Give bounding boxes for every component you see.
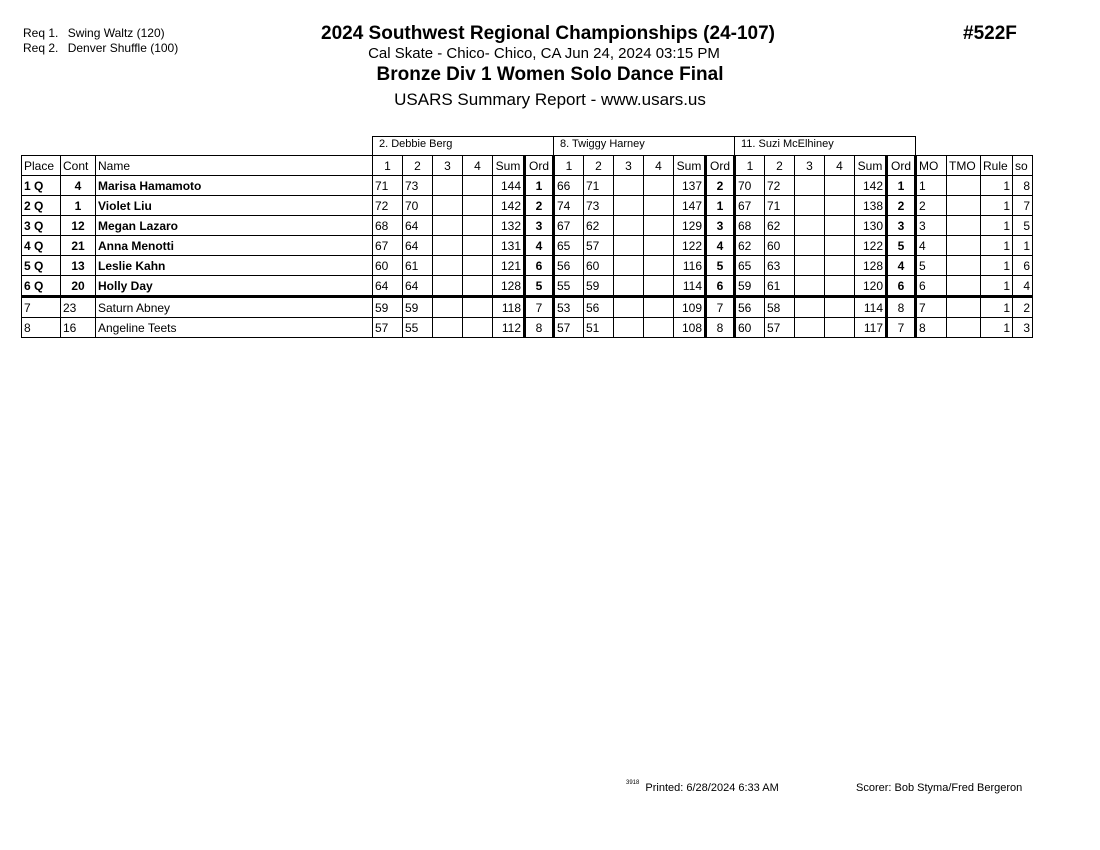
rule-cell: 1	[981, 216, 1013, 236]
sum-cell: 117	[855, 318, 887, 338]
col-so: so	[1013, 156, 1033, 176]
ord-cell: 2	[525, 196, 554, 216]
score-cell: 64	[403, 216, 433, 236]
score-cell	[644, 236, 674, 256]
report-title: USARS Summary Report - www.usars.us	[394, 90, 706, 109]
place-cell: 1 Q	[22, 176, 61, 196]
so-cell: 5	[1013, 216, 1033, 236]
column-header-row	[22, 156, 1033, 176]
score-cell	[825, 176, 855, 196]
score-cell: 65	[735, 256, 765, 276]
ord-cell: 5	[887, 236, 916, 256]
score-cell: 58	[765, 297, 795, 318]
ord-cell: 6	[525, 256, 554, 276]
ord-cell: 6	[887, 276, 916, 297]
score-cell: 71	[584, 176, 614, 196]
ord-cell: 8	[706, 318, 735, 338]
score-cell	[795, 256, 825, 276]
rule-cell: 1	[981, 276, 1013, 297]
rule-cell: 1	[981, 256, 1013, 276]
sum-cell: 132	[493, 216, 525, 236]
mo-cell: 5	[916, 256, 947, 276]
score-cell	[433, 196, 463, 216]
col-rule: Rule	[981, 156, 1013, 176]
score-cell: 57	[554, 318, 584, 338]
sum-cell: 131	[493, 236, 525, 256]
score-cell	[795, 216, 825, 236]
score-cell: 59	[735, 276, 765, 297]
score-cell	[433, 276, 463, 297]
so-cell: 1	[1013, 236, 1033, 256]
col-sum: Sum	[493, 156, 525, 176]
cont-cell: 21	[61, 236, 96, 256]
score-cell	[463, 236, 493, 256]
rule-cell: 1	[981, 196, 1013, 216]
sum-cell: 109	[674, 297, 706, 318]
score-cell: 61	[403, 256, 433, 276]
sum-cell: 144	[493, 176, 525, 196]
score-cell: 57	[765, 318, 795, 338]
score-cell: 67	[554, 216, 584, 236]
tmo-cell	[947, 216, 981, 236]
score-cell	[463, 297, 493, 318]
score-cell	[433, 297, 463, 318]
score-cell	[433, 176, 463, 196]
mo-cell: 2	[916, 196, 947, 216]
col-score-3: 3	[614, 156, 644, 176]
score-cell: 70	[735, 176, 765, 196]
score-cell	[644, 297, 674, 318]
name-cell: Saturn Abney	[96, 297, 373, 318]
score-cell	[614, 196, 644, 216]
score-cell: 60	[373, 256, 403, 276]
name-cell: Violet Liu	[96, 196, 373, 216]
col-sum: Sum	[855, 156, 887, 176]
col-ord: Ord	[706, 156, 735, 176]
score-cell	[433, 236, 463, 256]
score-cell	[463, 256, 493, 276]
score-cell: 67	[735, 196, 765, 216]
score-cell: 62	[765, 216, 795, 236]
col-mo: MO	[916, 156, 947, 176]
tmo-cell	[947, 176, 981, 196]
score-cell	[463, 216, 493, 236]
so-cell: 8	[1013, 176, 1033, 196]
judge-name: 11. Suzi McElhiney	[735, 137, 916, 156]
tmo-cell	[947, 276, 981, 297]
score-cell: 62	[735, 236, 765, 256]
table-row	[22, 216, 1033, 236]
tmo-cell	[947, 318, 981, 338]
col-sum: Sum	[674, 156, 706, 176]
sum-cell: 128	[855, 256, 887, 276]
requirement-dance: Swing Waltz (120)	[67, 26, 165, 40]
score-cell: 67	[373, 236, 403, 256]
sum-cell: 122	[855, 236, 887, 256]
place-cell: 6 Q	[22, 276, 61, 297]
place-cell: 3 Q	[22, 216, 61, 236]
col-name: Name	[96, 156, 373, 176]
name-cell: Leslie Kahn	[96, 256, 373, 276]
score-cell: 57	[373, 318, 403, 338]
ord-cell: 4	[887, 256, 916, 276]
score-cell	[433, 216, 463, 236]
table-row	[22, 176, 1033, 196]
ord-cell: 1	[706, 196, 735, 216]
score-cell: 60	[584, 256, 614, 276]
rule-cell: 1	[981, 236, 1013, 256]
score-cell	[614, 318, 644, 338]
cont-cell: 23	[61, 297, 96, 318]
col-tmo: TMO	[947, 156, 981, 176]
mo-cell: 3	[916, 216, 947, 236]
col-score-2: 2	[765, 156, 795, 176]
col-score-1: 1	[373, 156, 403, 176]
judges-row	[22, 137, 1033, 156]
score-cell	[614, 256, 644, 276]
score-cell	[614, 176, 644, 196]
score-cell: 65	[554, 236, 584, 256]
sum-cell: 120	[855, 276, 887, 297]
so-cell: 4	[1013, 276, 1033, 297]
sum-cell: 121	[493, 256, 525, 276]
name-cell: Marisa Hamamoto	[96, 176, 373, 196]
score-cell	[795, 196, 825, 216]
cont-cell: 13	[61, 256, 96, 276]
cont-cell: 1	[61, 196, 96, 216]
printed-text: Printed: 6/28/2024 6:33 AM	[645, 782, 779, 794]
score-cell	[433, 256, 463, 276]
score-cell: 71	[373, 176, 403, 196]
name-cell: Holly Day	[96, 276, 373, 297]
ord-cell: 5	[525, 276, 554, 297]
ord-cell: 8	[525, 318, 554, 338]
col-score-2: 2	[584, 156, 614, 176]
score-cell: 60	[765, 236, 795, 256]
ord-cell: 8	[887, 297, 916, 318]
ord-cell: 3	[706, 216, 735, 236]
sum-cell: 118	[493, 297, 525, 318]
so-cell: 3	[1013, 318, 1033, 338]
sum-cell: 128	[493, 276, 525, 297]
score-cell	[614, 216, 644, 236]
score-cell	[463, 276, 493, 297]
mo-cell: 8	[916, 318, 947, 338]
score-cell	[614, 297, 644, 318]
score-cell	[644, 318, 674, 338]
ord-cell: 6	[706, 276, 735, 297]
ord-cell: 1	[887, 176, 916, 196]
score-cell: 55	[554, 276, 584, 297]
score-cell	[795, 176, 825, 196]
sum-cell: 112	[493, 318, 525, 338]
table-row	[22, 236, 1033, 256]
scorer-line: Scorer: Bob Styma/Fred Bergeron	[856, 782, 1023, 794]
score-cell: 71	[765, 196, 795, 216]
place-cell: 4 Q	[22, 236, 61, 256]
score-cell	[795, 276, 825, 297]
score-cell: 64	[373, 276, 403, 297]
score-cell: 66	[554, 176, 584, 196]
mo-cell: 6	[916, 276, 947, 297]
cont-cell: 4	[61, 176, 96, 196]
score-cell: 73	[403, 176, 433, 196]
score-cell: 56	[584, 297, 614, 318]
name-cell: Anna Menotti	[96, 236, 373, 256]
tmo-cell	[947, 236, 981, 256]
col-score-1: 1	[735, 156, 765, 176]
score-cell	[463, 196, 493, 216]
sum-cell: 147	[674, 196, 706, 216]
score-cell: 59	[584, 276, 614, 297]
score-cell: 59	[373, 297, 403, 318]
rule-cell: 1	[981, 297, 1013, 318]
requirement-label: Req 1.	[23, 26, 59, 40]
venue-line: Cal Skate - Chico- Chico, CA Jun 24, 2024 03:15 PM	[368, 45, 720, 62]
so-cell: 6	[1013, 256, 1033, 276]
tmo-cell	[947, 297, 981, 318]
score-cell: 53	[554, 297, 584, 318]
col-cont: Cont	[61, 156, 96, 176]
place-cell: 2 Q	[22, 196, 61, 216]
score-cell	[825, 236, 855, 256]
score-cell	[644, 176, 674, 196]
col-score-4: 4	[644, 156, 674, 176]
sum-cell: 138	[855, 196, 887, 216]
score-cell: 68	[735, 216, 765, 236]
cont-cell: 20	[61, 276, 96, 297]
ord-cell: 4	[525, 236, 554, 256]
mo-cell: 1	[916, 176, 947, 196]
score-cell: 72	[373, 196, 403, 216]
score-cell	[644, 216, 674, 236]
score-cell	[825, 256, 855, 276]
sum-cell: 130	[855, 216, 887, 236]
col-score-4: 4	[825, 156, 855, 176]
col-score-4: 4	[463, 156, 493, 176]
table-row	[22, 196, 1033, 216]
ord-cell: 1	[525, 176, 554, 196]
sum-cell: 114	[855, 297, 887, 318]
requirement-label: Req 2.	[23, 41, 59, 55]
sum-cell: 116	[674, 256, 706, 276]
so-cell: 7	[1013, 196, 1033, 216]
score-cell	[825, 297, 855, 318]
score-cell: 72	[765, 176, 795, 196]
judge-name: 8. Twiggy Harney	[554, 137, 735, 156]
score-cell	[463, 176, 493, 196]
place-cell: 8	[22, 318, 61, 338]
table-row	[22, 276, 1033, 297]
score-cell	[825, 196, 855, 216]
tmo-cell	[947, 256, 981, 276]
page-title: 2024 Southwest Regional Championships (24-107)	[321, 23, 775, 44]
results-table	[21, 136, 1033, 338]
name-cell: Angeline Teets	[96, 318, 373, 338]
score-cell	[614, 236, 644, 256]
ord-cell: 7	[887, 318, 916, 338]
ord-cell: 7	[525, 297, 554, 318]
name-cell: Megan Lazaro	[96, 216, 373, 236]
sum-cell: 129	[674, 216, 706, 236]
sum-cell: 114	[674, 276, 706, 297]
ord-cell: 2	[706, 176, 735, 196]
score-cell	[644, 276, 674, 297]
score-cell: 51	[584, 318, 614, 338]
score-cell: 62	[584, 216, 614, 236]
cont-cell: 12	[61, 216, 96, 236]
event-title: Bronze Div 1 Women Solo Dance Final	[376, 64, 724, 85]
score-cell	[825, 276, 855, 297]
requirement-dance: Denver Shuffle (100)	[67, 41, 179, 55]
score-cell: 56	[735, 297, 765, 318]
mo-cell: 7	[916, 297, 947, 318]
judge-name: 2. Debbie Berg	[373, 137, 554, 156]
mo-cell: 4	[916, 236, 947, 256]
score-cell	[795, 297, 825, 318]
rule-cell: 1	[981, 176, 1013, 196]
score-cell: 59	[403, 297, 433, 318]
score-cell: 64	[403, 276, 433, 297]
print-code: 3918	[626, 780, 640, 786]
ord-cell: 5	[706, 256, 735, 276]
score-cell	[795, 318, 825, 338]
ord-cell: 3	[525, 216, 554, 236]
so-cell: 2	[1013, 297, 1033, 318]
score-cell: 56	[554, 256, 584, 276]
score-cell: 74	[554, 196, 584, 216]
sum-cell: 122	[674, 236, 706, 256]
score-cell: 61	[765, 276, 795, 297]
ord-cell: 3	[887, 216, 916, 236]
score-cell	[644, 256, 674, 276]
score-cell	[795, 236, 825, 256]
score-cell: 68	[373, 216, 403, 236]
col-ord: Ord	[887, 156, 916, 176]
score-cell	[825, 216, 855, 236]
table-row	[22, 297, 1033, 318]
score-cell	[614, 276, 644, 297]
score-cell	[644, 196, 674, 216]
score-cell	[825, 318, 855, 338]
col-score-2: 2	[403, 156, 433, 176]
sum-cell: 142	[855, 176, 887, 196]
place-cell: 7	[22, 297, 61, 318]
tmo-cell	[947, 196, 981, 216]
score-cell	[433, 318, 463, 338]
score-cell: 55	[403, 318, 433, 338]
cont-cell: 16	[61, 318, 96, 338]
col-score-3: 3	[433, 156, 463, 176]
sum-cell: 137	[674, 176, 706, 196]
ord-cell: 7	[706, 297, 735, 318]
sum-cell: 108	[674, 318, 706, 338]
score-cell: 57	[584, 236, 614, 256]
col-place: Place	[22, 156, 61, 176]
col-score-1: 1	[554, 156, 584, 176]
sum-cell: 142	[493, 196, 525, 216]
printed-line	[626, 782, 779, 794]
score-cell	[463, 318, 493, 338]
rule-cell: 1	[981, 318, 1013, 338]
place-cell: 5 Q	[22, 256, 61, 276]
score-cell: 64	[403, 236, 433, 256]
ord-cell: 4	[706, 236, 735, 256]
ord-cell: 2	[887, 196, 916, 216]
table-row	[22, 256, 1033, 276]
score-cell: 70	[403, 196, 433, 216]
score-cell: 73	[584, 196, 614, 216]
table-row	[22, 318, 1033, 338]
score-cell: 60	[735, 318, 765, 338]
col-ord: Ord	[525, 156, 554, 176]
event-number: #522F	[963, 23, 1017, 44]
col-score-3: 3	[795, 156, 825, 176]
score-cell: 63	[765, 256, 795, 276]
